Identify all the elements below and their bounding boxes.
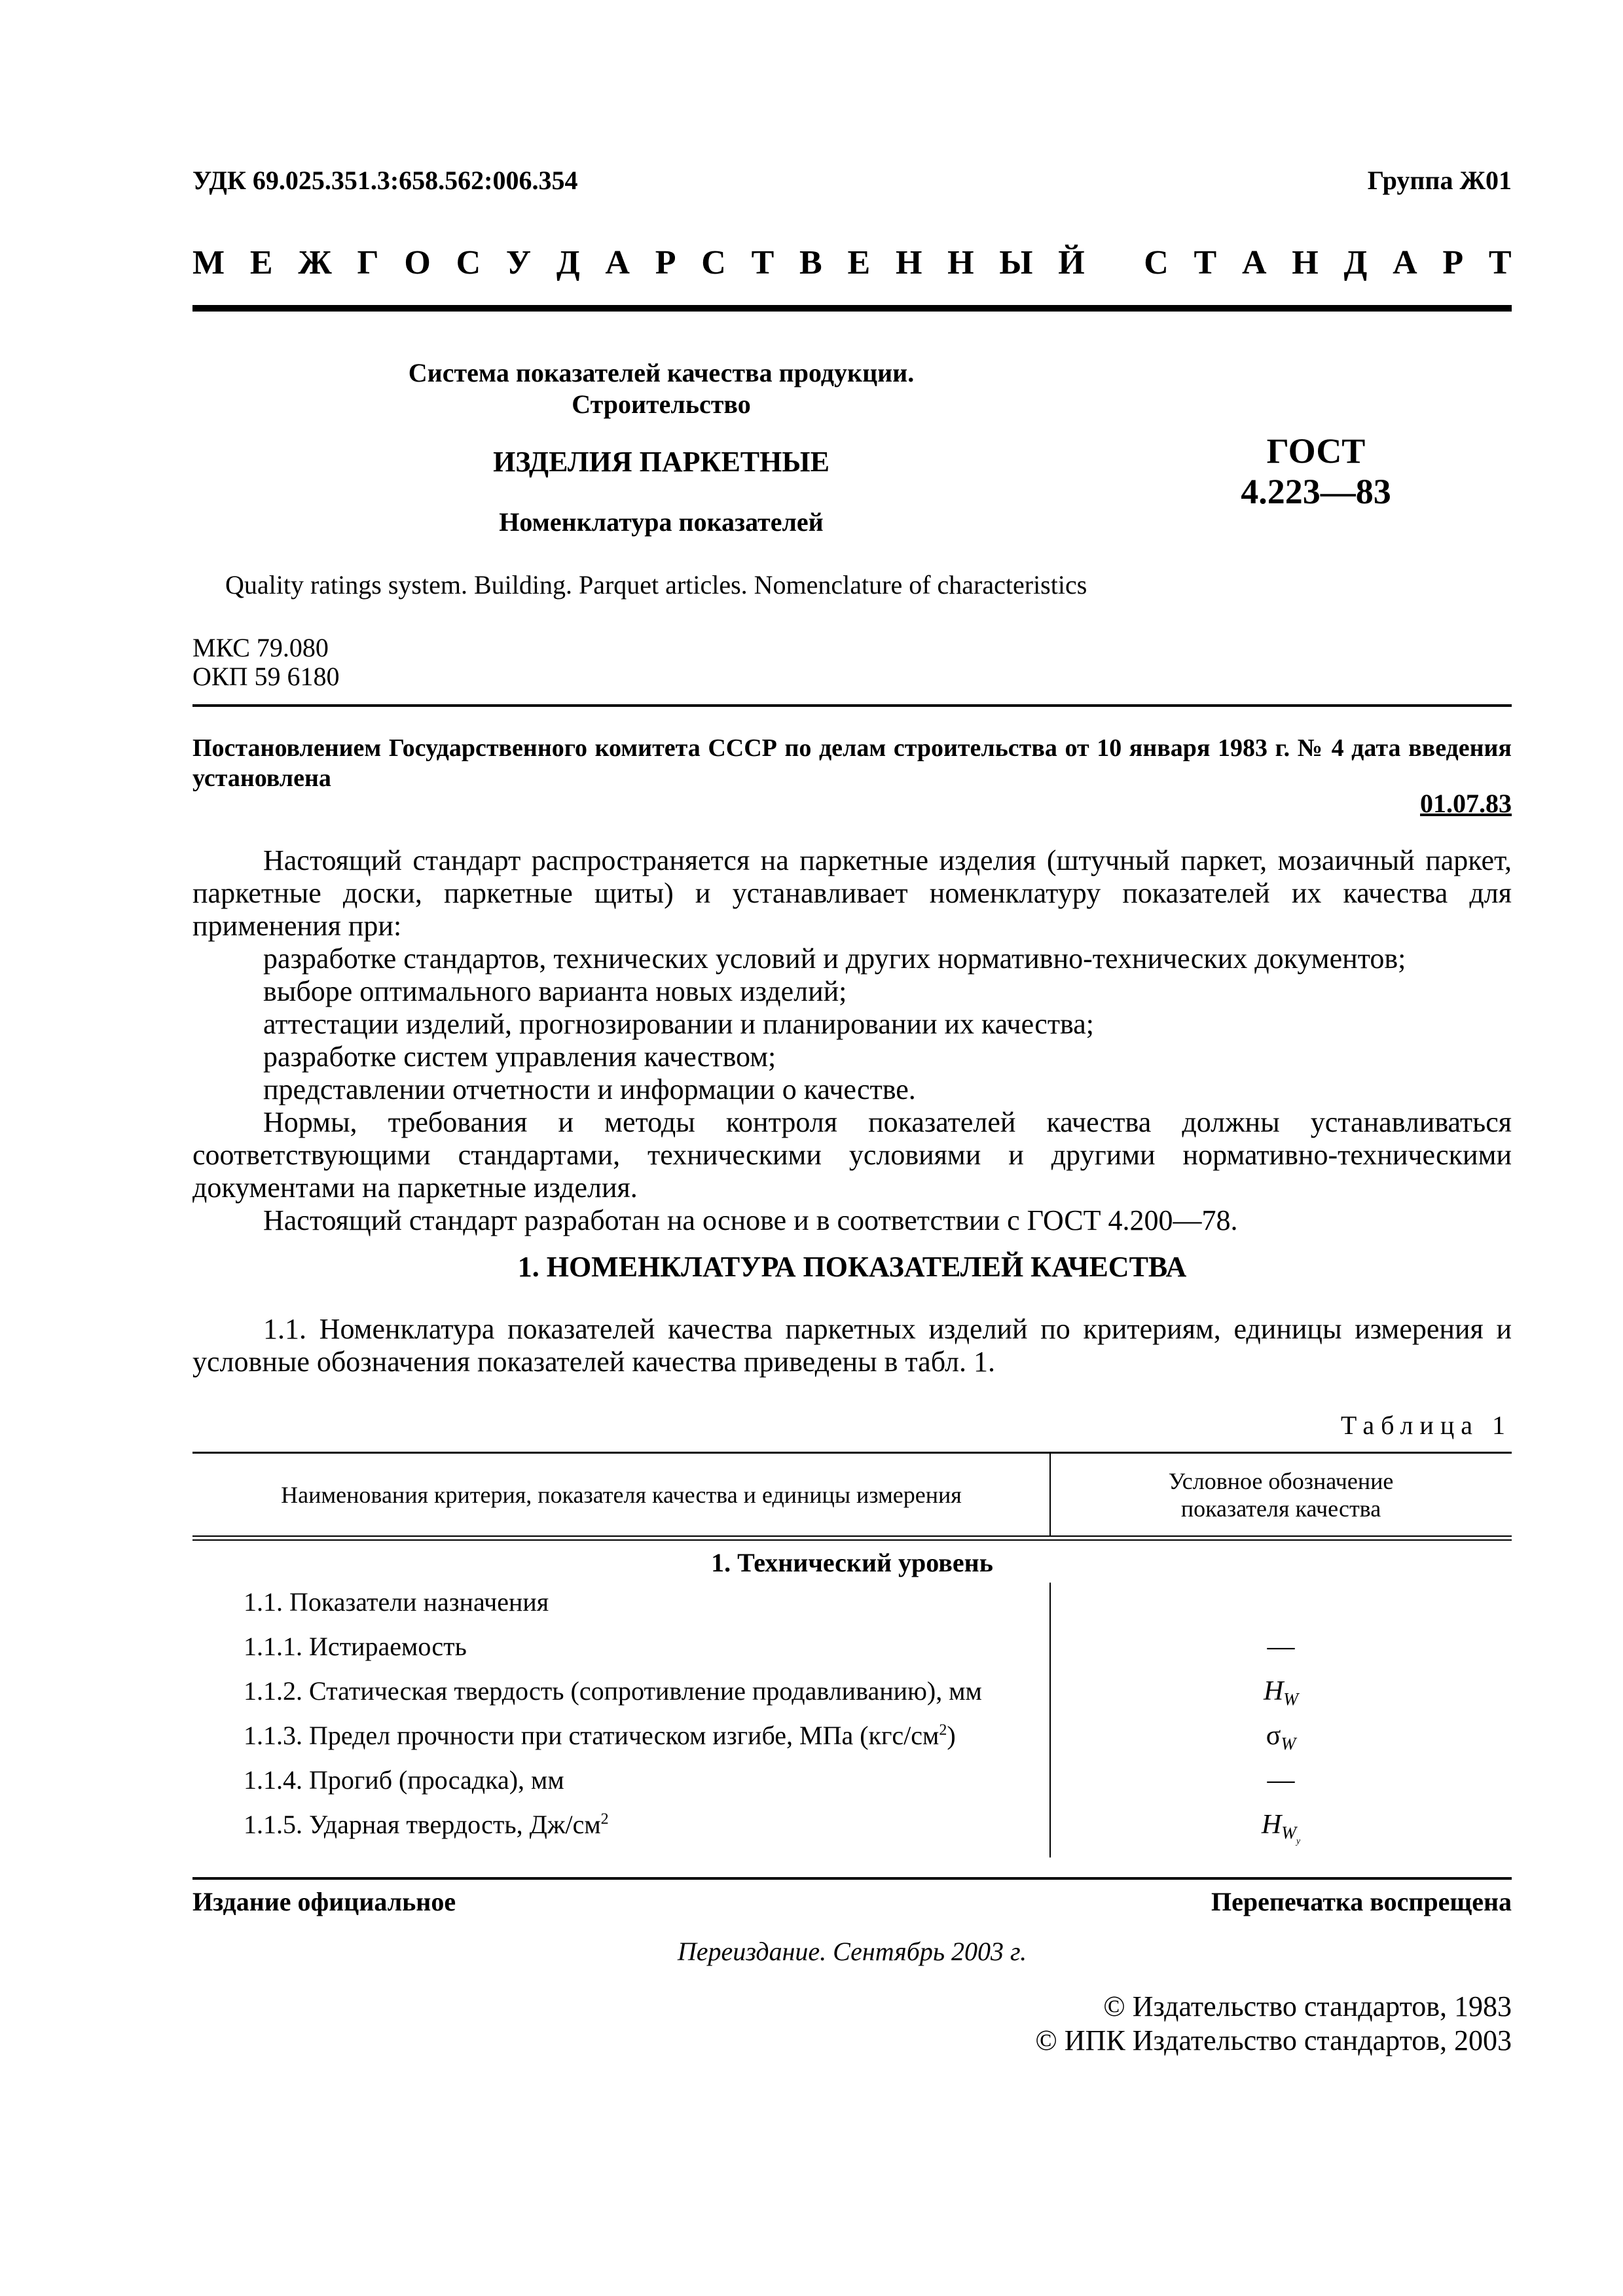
classification-codes: [192, 634, 339, 691]
standard-banner: [192, 243, 1512, 282]
gost-number: 4.223—83: [1241, 472, 1391, 511]
intro-list-item: разработке стандартов, технических условий и других нормативно-технических документов;: [263, 942, 1406, 975]
copyright-block: [1035, 1990, 1512, 2058]
norms-paragraph: Нормы, требования и методы контроля показателей качества должны устанавливаться соответствующими стандартами, техническими условиями и другими нормативно-техническими документами на паркетные изделия.: [192, 1106, 1512, 1204]
banner-letter: С: [456, 244, 481, 281]
english-title: Quality ratings system. Building. Parquet articles. Nomenclature of characteristics: [225, 570, 1087, 600]
intro-paragraph: Настоящий стандарт распространяется на паркетные изделия (штучный паркет, мозаичный паркет, паркетные доски, паркетные щиты) и устанавливает номенклатуру показателей их качества для применения при:: [192, 844, 1512, 942]
banner-letter: Н: [895, 244, 922, 281]
table-section-heading: 1. Технический уровень: [711, 1548, 993, 1577]
banner-letter: Е: [249, 244, 273, 281]
header-symbol-line-1: Условное обозначение: [1168, 1468, 1394, 1494]
header-rule-2: [192, 1539, 1512, 1541]
reissue-note: Переиздание. Сентябрь 2003 г.: [677, 1937, 1027, 1966]
section-title: 1. НОМЕНКЛАТУРА ПОКАЗАТЕЛЕЙ КАЧЕСТВА: [517, 1251, 1187, 1283]
row-name-superscript: 2: [600, 1810, 609, 1828]
row-name-text: 1.1.5. Ударная твердость, Дж/см: [244, 1810, 601, 1839]
header-divider: [1049, 1453, 1051, 1537]
table-header-name: Наименования критерия, показателя качества и единицы измерения: [281, 1482, 962, 1508]
banner-letter: Г: [357, 244, 379, 281]
symbol-main: σ: [1266, 1721, 1281, 1751]
symbol-subsubscript: у: [1296, 1836, 1301, 1846]
system-line-1: Система показателей качества продукции.: [408, 358, 915, 387]
banner-letter: Д: [1343, 244, 1368, 281]
banner-letter: А: [1241, 244, 1267, 281]
banner-letter: Е: [847, 244, 871, 281]
basis-paragraph: Настоящий стандарт разработан на основе и в соответствии с ГОСТ 4.200—78.: [263, 1204, 1238, 1236]
table-row-name: [244, 1809, 609, 1840]
udk-code: УДК 69.025.351.3:658.562:006.354: [192, 166, 578, 195]
table-row-symbol: —: [1267, 1765, 1295, 1795]
table-row-symbol: [1050, 1720, 1512, 1754]
table-row-name: 1.1.4. Прогиб (просадка), мм: [244, 1765, 564, 1795]
banner-letter: А: [1393, 244, 1417, 281]
system-line-2: Строительство: [572, 389, 751, 419]
banner-letter: Й: [1058, 244, 1085, 281]
symbol-sub-text: W: [1281, 1823, 1297, 1843]
banner-letter: Н: [1292, 244, 1319, 281]
banner-letter: Т: [1488, 244, 1512, 281]
table-row-name: [244, 1720, 956, 1751]
table-row-symbol: —: [1267, 1632, 1295, 1662]
banner-letter: Д: [556, 244, 580, 281]
decree-text: Постановлением Государственного комитета СССР по делам строительства от 10 января 1983 г. № 4 дата введения установлена: [192, 734, 1512, 792]
intro-body: [192, 844, 1512, 1237]
intro-list-item: выборе оптимального варианта новых изделий;: [263, 975, 847, 1007]
intro-list-item: аттестации изделий, прогнозировании и планировании их качества;: [263, 1008, 1094, 1040]
reprint-prohibited: Перепечатка воспрещена: [1211, 1887, 1512, 1916]
banner-letter: Т: [1194, 244, 1217, 281]
banner-letter: Р: [1442, 244, 1464, 281]
intro-list-item: разработке систем управления качеством;: [263, 1041, 776, 1073]
banner-letter: Ы: [999, 244, 1033, 281]
banner-letter: С: [701, 244, 726, 281]
table-row-symbol: [1050, 1676, 1512, 1710]
banner-letter: М: [192, 244, 225, 281]
intro-list-item: представлении отчетности и информации о качестве.: [263, 1073, 916, 1105]
banner-letter: С: [1144, 244, 1169, 281]
table-header-symbol: [1050, 1453, 1512, 1537]
table-row-name: 1.1. Показатели назначения: [244, 1587, 549, 1617]
section-paragraph: 1.1. Номенклатура показателей качества паркетных изделий по критериям, единицы измерения и условные обозначения показателей качества приведены в табл. 1.: [192, 1313, 1512, 1378]
banner-letter: Ж: [298, 244, 332, 281]
banner-letter: А: [605, 244, 630, 281]
banner-letter: Т: [751, 244, 775, 281]
symbol-subscript: [1281, 1823, 1301, 1846]
banner-letter: У: [505, 244, 532, 281]
symbol-main: H: [1263, 1676, 1284, 1706]
mks-code: МКС 79.080: [192, 633, 329, 662]
row-name-superscript: 2: [939, 1721, 947, 1739]
banner-rule: [192, 305, 1512, 312]
okp-code: ОКП 59 6180: [192, 662, 340, 691]
table-row-name: 1.1.1. Истираемость: [244, 1632, 467, 1661]
system-title: [288, 357, 1034, 420]
group-code: Группа Ж01: [1367, 166, 1512, 195]
footer-rule: [192, 1877, 1512, 1880]
row-name-text: 1.1.3. Предел прочности при статическом изгибе, МПа (кгс/см: [244, 1721, 939, 1750]
table-row-name: 1.1.2. Статическая твердость (сопротивление продавливанию), мм: [244, 1676, 982, 1706]
gost-label: ГОСТ: [1266, 431, 1366, 471]
header-symbol-line-2: показателя качества: [1180, 1496, 1381, 1522]
banner-letter: Р: [655, 244, 676, 281]
official-edition: Издание официальное: [192, 1887, 456, 1916]
symbol-subscript: W: [1281, 1734, 1296, 1754]
banner-letter: О: [404, 244, 431, 281]
banner-gap: [1110, 243, 1118, 282]
introduction-date: 01.07.83: [1420, 789, 1512, 818]
banner-letter: Н: [947, 244, 974, 281]
title-rule: [192, 704, 1512, 707]
copyright-line-2: © ИПК Издательство стандартов, 2003: [1035, 2024, 1512, 2056]
copyright-line-1: © Издательство стандартов, 1983: [1103, 1990, 1512, 2022]
row-name-end: ): [947, 1721, 956, 1750]
table-row-symbol: [1050, 1809, 1512, 1846]
document-title: ИЗДЕЛИЯ ПАРКЕТНЫЕ: [493, 446, 830, 478]
table-caption: Таблица 1: [1340, 1410, 1512, 1440]
symbol-main: H: [1261, 1810, 1282, 1840]
symbol-subscript: W: [1283, 1689, 1299, 1710]
gost-designation: [1205, 431, 1427, 512]
document-subtitle: Номенклатура показателей: [499, 507, 824, 537]
header-rule: [192, 1535, 1512, 1537]
banner-letter: В: [799, 244, 822, 281]
